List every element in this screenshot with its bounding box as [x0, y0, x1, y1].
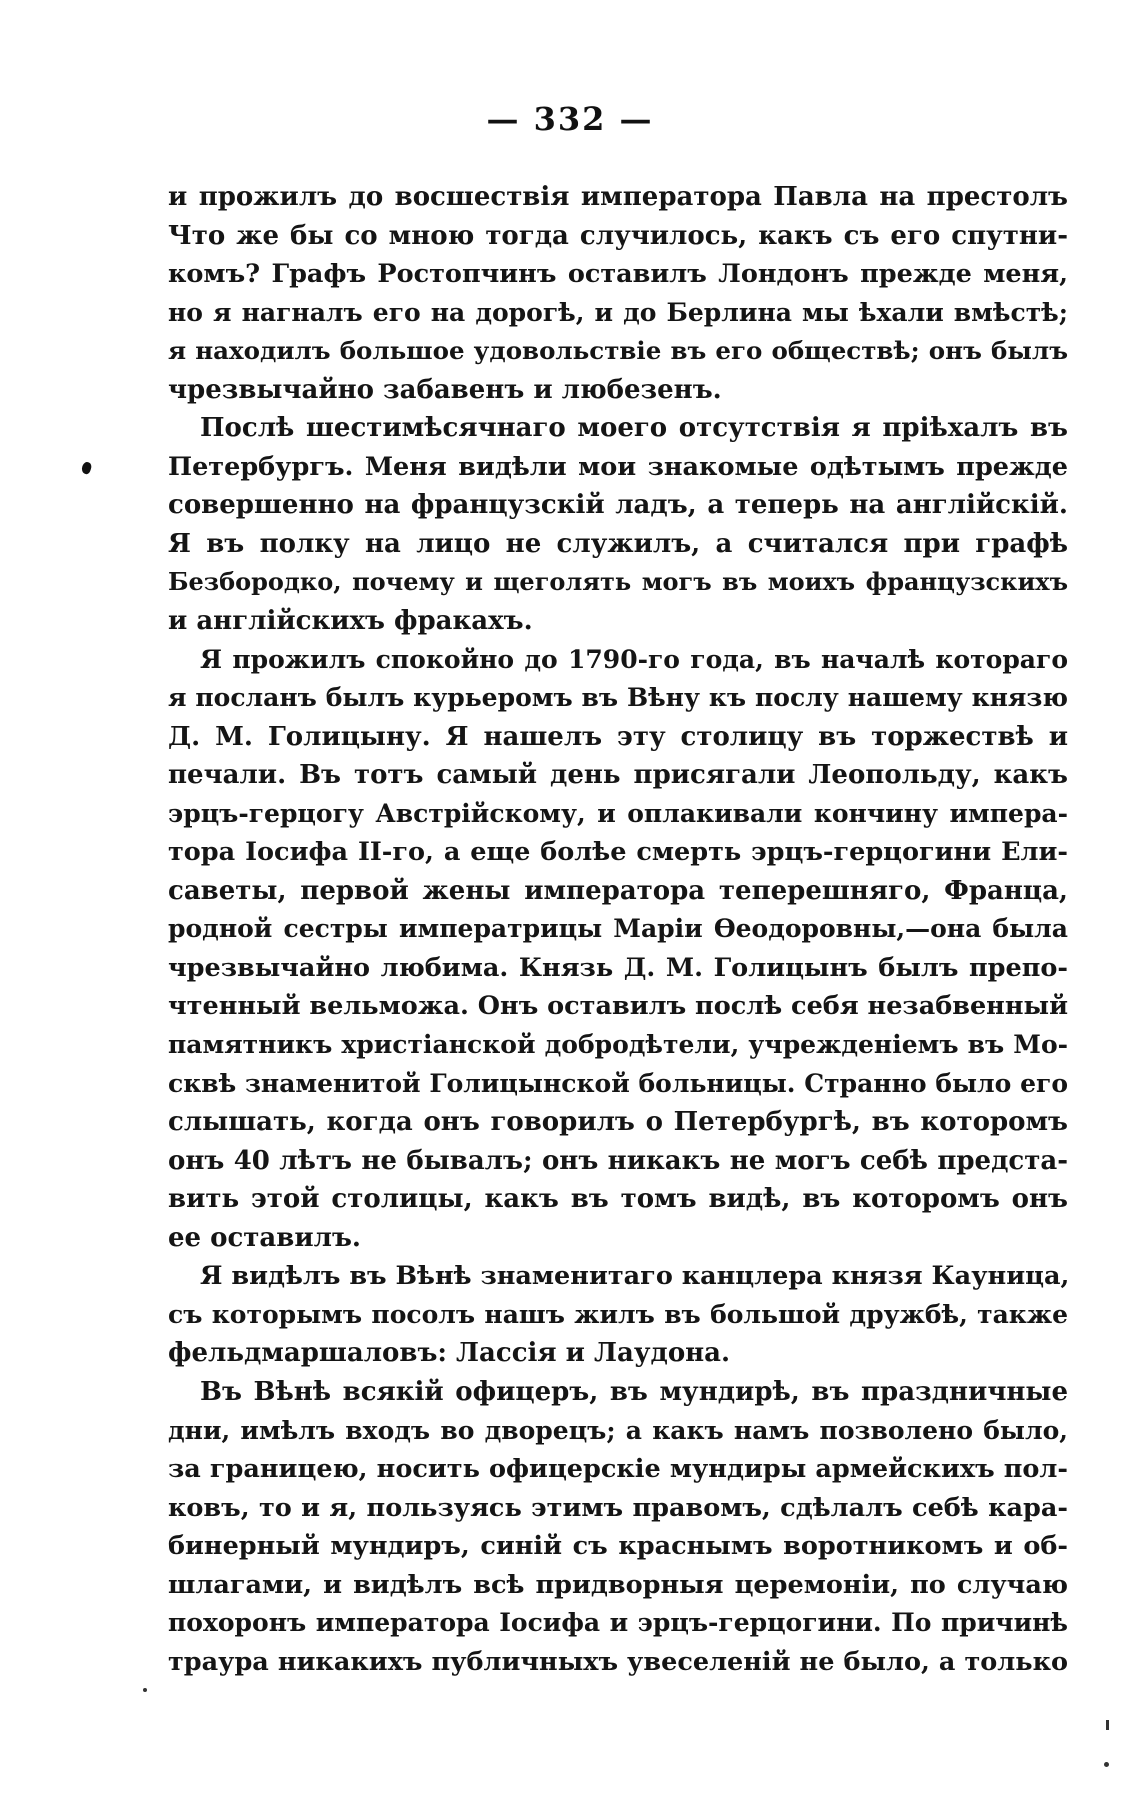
text-line: фельдмаршаловъ: Лассія и Лаудона.	[168, 1338, 731, 1369]
text-line: тора Іосифа II-го, а еще болѣе смерть эрцъ-герцогини Ели-	[168, 837, 1068, 868]
text-line: саветы, первой жены императора теперешняго, Франца,	[168, 875, 1068, 906]
text-line: Послѣ шестимѣсячнаго моего отсутствія я пріѣхалъ въ	[200, 413, 1068, 444]
text-line: Что же бы со мною тогда случилось, какъ съ его спутни-	[168, 220, 1068, 251]
text-line: комъ? Графъ Ростопчинъ оставилъ Лондонъ прежде меня,	[168, 259, 1068, 290]
text-line: но я нагналъ его на дорогѣ, и до Берлина мы ѣхали вмѣстѣ;	[168, 297, 1068, 327]
text-line: слышать, когда онъ говорилъ о Петербургѣ, въ которомъ	[168, 1107, 1068, 1138]
text-line: сквѣ знаменитой Голицынской больницы. Странно было его	[168, 1068, 1068, 1098]
text-line: Я видѣлъ въ Вѣнѣ знаменитаго канцлера князя Кауница,	[200, 1261, 1070, 1292]
text-line: я посланъ былъ курьеромъ въ Вѣну къ послу нашему князю	[168, 683, 1068, 713]
text-line: бинерный мундиръ, синій съ краснымъ воротникомъ и об-	[168, 1531, 1068, 1562]
text-line: чрезвычайно любима. Князь Д. М. Голицынъ былъ препо-	[168, 952, 1068, 983]
text-line: чрезвычайно забавенъ и любезенъ.	[168, 374, 722, 405]
text-line: Безбородко, почему и щеголять могъ въ моихъ французскихъ	[168, 567, 1068, 597]
text-line: чтенный вельможа. Онъ оставилъ послѣ себя незабвенный	[168, 991, 1068, 1022]
text-line: Я прожилъ спокойно до 1790-го года, въ началѣ котораго	[200, 644, 1068, 674]
text-line: Въ Вѣнѣ всякій офицеръ, въ мундирѣ, въ праздничные	[200, 1376, 1068, 1407]
text-line: совершенно на французскій ладъ, а теперь на англійскій.	[168, 490, 1068, 521]
text-line: эрцъ-герцогу Австрійскому, и оплакивали кончину импера-	[168, 798, 1068, 828]
text-line: похоронъ императора Іосифа и эрцъ-герцогини. По причинѣ	[168, 1608, 1068, 1638]
text-line: вить этой столицы, какъ въ томъ видѣ, въ которомъ онъ	[168, 1184, 1068, 1215]
ink-speck	[1104, 1762, 1109, 1767]
text-line: онъ 40 лѣтъ не бывалъ; онъ никакъ не могъ себѣ предста-	[168, 1145, 1068, 1176]
ink-speck	[1106, 1720, 1109, 1730]
text-line: съ которымъ посолъ нашъ жилъ въ большой дружбѣ, также	[168, 1299, 1068, 1329]
text-line: я находилъ большое удовольствіе въ его обществѣ; онъ былъ	[168, 336, 1068, 366]
text-line: родной сестры императрицы Маріи Ѳеодоровны,—она была	[168, 914, 1068, 944]
text-line: ее оставилъ.	[168, 1222, 361, 1253]
text-line: печали. Въ тотъ самый день присягали Леопольду, какъ	[168, 760, 1068, 791]
body-text	[168, 178, 1068, 1681]
ink-speck	[143, 1688, 147, 1692]
text-line: траура никакихъ публичныхъ увеселеній не было, а только	[168, 1646, 1068, 1677]
text-line: Я въ полку на лицо не служилъ, а считался при графѣ	[168, 528, 1068, 559]
ink-mark	[80, 461, 93, 475]
page-number: — 332 —	[486, 100, 654, 138]
text-line: за границею, носить офицерскіе мундиры армейскихъ пол-	[168, 1454, 1068, 1485]
text-line: шлагами, и видѣлъ всѣ придворныя церемоніи, по случаю	[168, 1569, 1068, 1600]
text-line: и англійскихъ фракахъ.	[168, 606, 533, 637]
text-line: памятникъ христіанской добродѣтели, учрежденіемъ въ Мо-	[168, 1030, 1068, 1060]
text-line: Петербургъ. Меня видѣли мои знакомые одѣтымъ прежде	[168, 451, 1068, 482]
text-line: дни, имѣлъ входъ во дворецъ; а какъ намъ позволено было,	[168, 1415, 1068, 1445]
text-line: ковъ, то и я, пользуясь этимъ правомъ, сдѣлалъ себѣ кара-	[168, 1492, 1068, 1523]
text-line: Д. М. Голицыну. Я нашелъ эту столицу въ торжествѣ и	[168, 721, 1068, 752]
text-line: и прожилъ до восшествія императора Павла на престолъ	[168, 182, 1068, 212]
